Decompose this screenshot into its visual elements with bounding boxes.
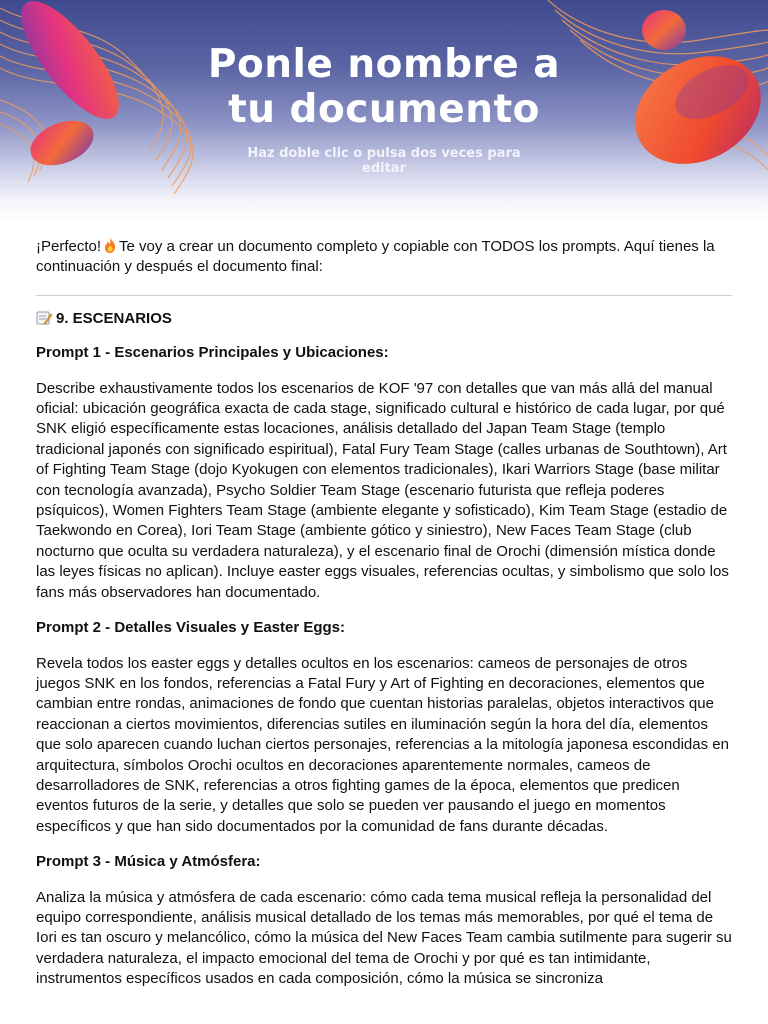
divider (36, 295, 732, 296)
document-title[interactable] (0, 42, 768, 132)
prompt-1-body: Describe exhaustivamente todos los escenarios de KOF '97 con detalles que van más allá del manual oficial: ubicación geográfica exacta de cada stage, significado cultural e histórico de cada lugar, por qué SNK eligió específicamente estas locaciones, análisis detallado del Japan Team Stage (templo tradicional japonés con significado espiritual), Fatal Fury Team Stage (calles urbanas de Southtown), Art of Fighting Team Stage (dojo Kyokugen con elementos tradicionales), Ikari Warriors Stage (base militar con tecnología avanzada), Psycho Soldier Team Stage (escenario futurista que refleja poderes psíquicos), Women Fighters Team Stage (ambiente elegante y sofisticado), Kim Team Stage (estadio de Taekwondo en Corea), Iori Team Stage (ambiente gótico y siniestro), New Faces Team Stage (club nocturno que oculta su verdadera naturaleza), y el escenario final de Orochi (dimensión mística donde las leyes físicas no aplican). Incluye easter eggs visuales, referencias ocultas, y simbolismo que solo los fans más observadores han documentado. (36, 379, 729, 601)
fire-icon (103, 237, 117, 253)
title-line-2: tu documento (228, 87, 540, 132)
prompt-2-title: Prompt 2 - Detalles Visuales y Easter Eggs: (36, 619, 346, 637)
intro-paragraph (36, 237, 732, 278)
section-heading-text: 9. ESCENARIOS (56, 309, 172, 327)
section-heading (36, 309, 732, 329)
prompt-3-body: Analiza la música y atmósfera de cada escenario: cómo cada tema musical refleja la personalidad del equipo correspondiente, análisis musical detallado de los temas más memorables, por qué el tema de Iori es tan oscuro y melancólico, cómo la música del New Faces Team cambia sutilmente para sugerir su verdadera naturaleza, el impacto emocional del tema de Orochi y por qué es tan intimidante, instrumentos específicos usados en cada composición, cómo la música se sincroniza (36, 888, 732, 988)
document-banner (0, 0, 768, 222)
intro-text-start: ¡Perfecto! (36, 238, 102, 255)
prompt-2-body: Revela todos los easter eggs y detalles ocultos en los escenarios: cameos de personajes de otros juegos SNK en los fondos, referencias a Fatal Fury y Art of Fighting en decoraciones, elementos que cambian entre rondas, animaciones de fondo que cuentan historias paralelas, objetos interactivos que reaccionan a ciertos movimientos, diferencias sutiles en iluminación según la hora del día, elementos que solo aparecen cuando luchan ciertos personajes, referencias a la mitología japonesa escondidas en arquitectura, símbolos Orochi ocultos en decoraciones aparentemente normales, cameos de desarrolladores de SNK, referencias a otros fighting games de la época, elementos que predicen eventos futuros de la serie, y detalles que solo se pueden ver pausando el juego en momentos específicos y que han sido documentados por la comunidad de fans durante décadas. (36, 654, 729, 835)
memo-icon (36, 311, 52, 325)
prompt-3-title: Prompt 3 - Música y Atmósfera: (36, 853, 261, 871)
intro-text-end: Te voy a crear un documento completo y copiable con TODOS los prompts. Aquí tienes la continuación y después el documento final: (36, 238, 715, 276)
document-body (36, 237, 732, 1005)
edit-hint-line-2: editar (362, 161, 406, 176)
edit-hint (224, 146, 544, 176)
prompt-1-title: Prompt 1 - Escenarios Principales y Ubicaciones: (36, 344, 389, 362)
edit-hint-line-1: Haz doble clic o pulsa dos veces para (247, 146, 521, 161)
title-line-1: Ponle nombre a (207, 42, 561, 87)
